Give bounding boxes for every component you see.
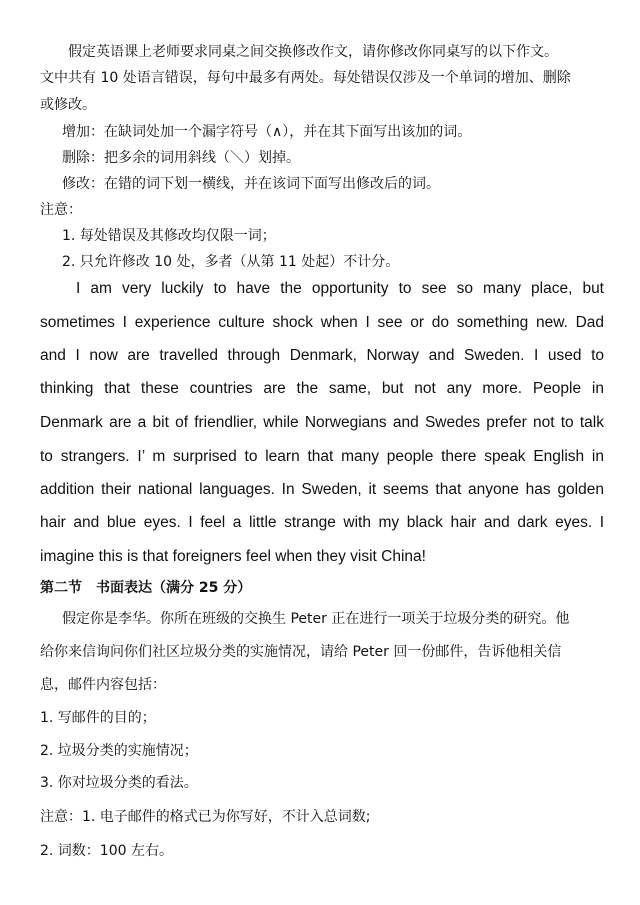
instruction-line-1: 假定英语课上老师要求同桌之间交换修改作文，请你修改你同桌写的以下作文。 (68, 44, 558, 60)
section2-note-2: 2. 词数：100 左右。 (40, 843, 173, 859)
essay-line-5: Denmark are a bit of friendlier, while Norwegians and Swedes prefer not to talk (40, 414, 604, 431)
note-item-2: 2. 只允许修改 10 处，多者（从第 11 处起）不计分。 (62, 254, 400, 270)
instruction-line-2: 文中共有 10 处语言错误，每句中最多有两处。每处错误仅涉及一个单词的增加、删除 (40, 70, 571, 86)
note-item-1: 1. 每处错误及其修改均仅限一词； (62, 228, 276, 244)
instruction-line-3: 或修改。 (40, 97, 96, 113)
instruction-add: 增加：在缺词处加一个漏字符号（∧），并在其下面写出该加的词。 (62, 124, 472, 140)
instruction-modify: 修改：在错的词下划一横线，并在该词下面写出修改后的词。 (62, 176, 440, 192)
instruction-delete: 删除：把多余的词用斜线（＼）划掉。 (62, 150, 300, 166)
section2-title: 第二节 书面表达（满分 25 分） (40, 580, 252, 596)
section2-item-2: 2. 垃圾分类的实施情况； (40, 743, 198, 759)
section2-paragraph-line-3: 息，邮件内容包括： (40, 677, 166, 693)
section2-item-3: 3. 你对垃圾分类的看法。 (40, 775, 198, 791)
essay-line-1: I am very luckily to have the opportunity to see so many place, but (76, 280, 604, 297)
essay-line-6: to strangers. I’ m surprised to learn that many people there speak English in (40, 448, 604, 465)
essay-line-7: addition their national languages. In Sweden, it seems that anyone has golden (40, 481, 604, 498)
section2-item-1: 1. 写邮件的目的； (40, 710, 156, 726)
essay-line-2: sometimes I experience culture shock when I see or do something new. Dad (40, 314, 604, 331)
essay-line-4: thinking that these countries are the same, but not any more. People in (40, 380, 604, 397)
essay-line-3: and I now are travelled through Denmark, Norway and Sweden. I used to (40, 347, 604, 364)
section2-paragraph-line-1: 假定你是李华。你所在班级的交换生 Peter 正在进行一项关于垃圾分类的研究。他 (62, 611, 570, 627)
section2-note-1: 注意：1. 电子邮件的格式已为你写好，不计入总词数; (40, 809, 371, 825)
section2-paragraph-line-2: 给你来信询问你们社区垃圾分类的实施情况，请给 Peter 回一份邮件，告诉他相关信 (40, 644, 562, 660)
essay-line-8: hair and blue eyes. I feel a little strange with my black hair and dark eyes. I (40, 514, 604, 531)
note-title: 注意： (40, 202, 82, 218)
essay-line-9: imagine this is that foreigners feel when they visit China! (40, 548, 426, 565)
